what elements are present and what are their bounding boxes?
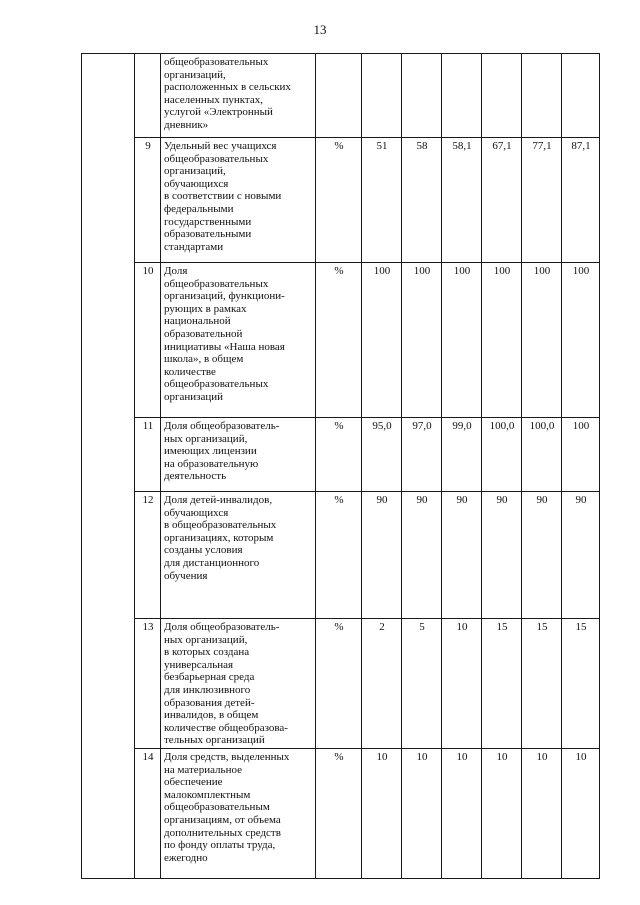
unit-cell: % [316,748,362,878]
row-number: 13 [135,619,161,749]
row-number: 10 [135,263,161,418]
value-cell: 100 [562,418,600,492]
unit-cell [316,54,362,138]
value-cell [522,54,562,138]
value-cell: 100 [522,263,562,418]
value-cell [482,54,522,138]
value-cell: 10 [402,748,442,878]
value-cell [442,54,482,138]
value-cell: 10 [482,748,522,878]
page-number: 13 [313,22,327,37]
value-cell [362,54,402,138]
value-cell: 10 [522,748,562,878]
value-cell: 51 [362,138,402,263]
table-row [82,418,600,492]
unit-cell: % [316,619,362,749]
indicator-name: Доля общеобразовательных организаций, функциони- рующих в рамках национальной образовательной инициативы «Наша новая школа», в общем количестве общеобразовательных организаций [161,263,316,418]
value-cell: 90 [442,492,482,619]
table-row [82,54,600,138]
indicator-name: общеобразовательных организаций, расположенных в сельских населенных пунктах, услугой «Электронный дневник» [161,54,316,138]
value-cell: 90 [482,492,522,619]
unit-cell: % [316,263,362,418]
value-cell: 100 [482,263,522,418]
value-cell: 67,1 [482,138,522,263]
unit-cell: % [316,418,362,492]
row-number: 9 [135,138,161,263]
value-cell: 5 [402,619,442,749]
row-number: 11 [135,418,161,492]
value-cell: 15 [482,619,522,749]
value-cell: 100 [362,263,402,418]
table-row [82,492,600,619]
value-cell: 87,1 [562,138,600,263]
value-cell: 58 [402,138,442,263]
value-cell: 100 [402,263,442,418]
indicator-name: Удельный вес учащихся общеобразовательных организаций, обучающихся в соответствии с новыми федеральными государственными образовательными стандартами [161,138,316,263]
value-cell: 90 [362,492,402,619]
unit-cell: % [316,138,362,263]
indicator-name: Доля средств, выделенных на материальное обеспечение малокомплектным общеобразовательным организациям, от объема дополнительных средств по фонду оплаты труда, ежегодно [161,748,316,878]
value-cell [402,54,442,138]
value-cell: 100 [442,263,482,418]
table-row [82,138,600,263]
value-cell: 97,0 [402,418,442,492]
value-cell [562,54,600,138]
table-row [82,619,600,749]
value-cell: 15 [522,619,562,749]
row-number: 12 [135,492,161,619]
value-cell: 10 [442,619,482,749]
row-number: 14 [135,748,161,878]
value-cell: 90 [562,492,600,619]
value-cell: 15 [562,619,600,749]
indicator-name: Доля общеобразователь- ных организаций, имеющих лицензии на образовательную деятельность [161,418,316,492]
table-row [82,748,600,878]
indicators-table [81,53,600,879]
value-cell: 58,1 [442,138,482,263]
value-cell: 10 [362,748,402,878]
value-cell: 99,0 [442,418,482,492]
value-cell: 95,0 [362,418,402,492]
value-cell: 100,0 [522,418,562,492]
value-cell: 90 [402,492,442,619]
value-cell: 2 [362,619,402,749]
value-cell: 100 [562,263,600,418]
unit-cell: % [316,492,362,619]
value-cell: 100,0 [482,418,522,492]
table-row [82,263,600,418]
blank-side-cell [82,54,135,879]
value-cell: 77,1 [522,138,562,263]
indicator-name: Доля детей-инвалидов, обучающихся в общеобразовательных организациях, которым созданы условия для дистанционного обучения [161,492,316,619]
indicator-name: Доля общеобразователь- ных организаций, в которых создана универсальная безбарьерная среда для инклюзивного образования детей- инвалидов, в общем количестве общеобразова- тельных организаций [161,619,316,749]
row-number [135,54,161,138]
value-cell: 90 [522,492,562,619]
table-body [82,54,600,879]
value-cell: 10 [442,748,482,878]
value-cell: 10 [562,748,600,878]
